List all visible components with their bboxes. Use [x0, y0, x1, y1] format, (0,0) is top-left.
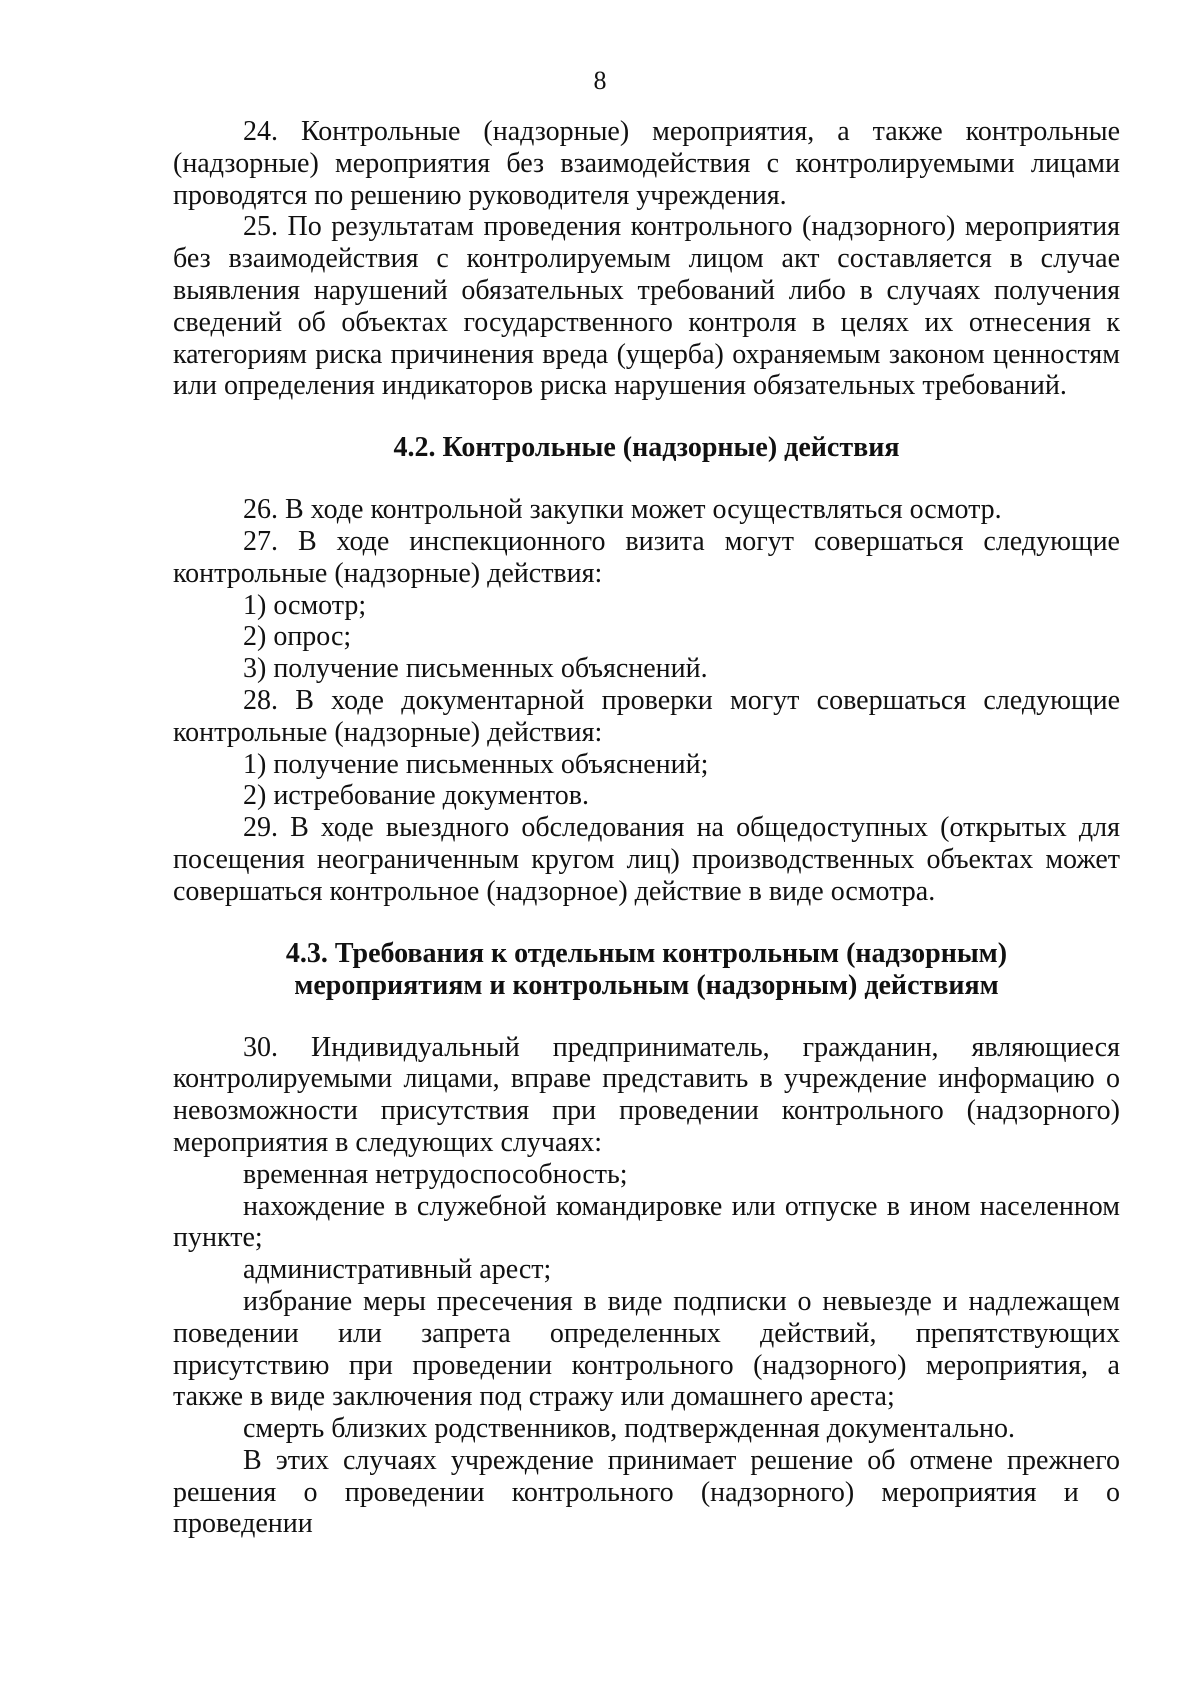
paragraph-27: 27. В ходе инспекционного визита могут совершаться следующие контрольные (надзорные) действия:: [173, 525, 1120, 589]
section-heading-4-3-line-2: мероприятиям и контрольным (надзорным) действиям: [294, 969, 999, 1001]
section-heading-4-2: 4.2. Контрольные (надзорные) действия: [393, 432, 900, 464]
paragraph-30: 30. Индивидуальный предприниматель, гражданин, являющиеся контролируемыми лицами, вправе представить в учреждение информацию о невозможности присутствия при проведении контрольного (надзорного) мероприятия в следующих случаях:: [173, 1031, 1120, 1158]
list-item-30-2: нахождение в служебной командировке или отпуске в ином населенном пункте;: [173, 1190, 1120, 1254]
document-body: [173, 116, 1120, 1540]
page-number: 8: [593, 66, 607, 95]
paragraph-28: 28. В ходе документарной проверки могут совершаться следующие контрольные (надзорные) действия:: [173, 684, 1120, 748]
list-item-30-3: административный арест;: [243, 1254, 552, 1286]
paragraph-30-tail: В этих случаях учреждение принимает решение об отмене прежнего решения о проведении контрольного (надзорного) мероприятия и о проведении: [173, 1444, 1120, 1540]
list-item-27-1: 1) осмотр;: [243, 589, 367, 621]
section-heading-4-3: [173, 938, 1120, 1002]
paragraph-24: 24. Контрольные (надзорные) мероприятия, а также контрольные (надзорные) мероприятия без взаимодействия с контролируемыми лицами проводятся по решению руководителя учреждения.: [173, 116, 1120, 211]
list-item-28-2: 2) истребование документов.: [243, 780, 589, 812]
paragraph-26: 26. В ходе контрольной закупки может осуществляться осмотр.: [243, 494, 1002, 526]
paragraph-25: 25. По результатам проведения контрольного (надзорного) мероприятия без взаимодействия с контролируемым лицом акт составляется в случае выявления нарушений обязательных требований либо в случаях получения сведений об объектах государственного контроля в целях их отнесения к категориям риска причинения вреда (ущерба) охраняемым законом ценностям или определения индикаторов риска нарушения обязательных требований.: [173, 211, 1120, 402]
section-heading-4-3-line-1: 4.3. Требования к отдельным контрольным (надзорным): [285, 937, 1008, 969]
list-item-30-5: смерть близких родственников, подтвержденная документально.: [243, 1413, 1015, 1445]
paragraph-29: 29. В ходе выездного обследования на общедоступных (открытых для посещения неограниченным кругом лиц) производственных объектах может совершаться контрольное (надзорное) действие в виде осмотра.: [173, 812, 1120, 907]
list-item-30-4: избрание меры пресечения в виде подписки о невыезде и надлежащем поведении или запрета определенных действий, препятствующих присутствию при проведении контрольного (надзорного) мероприятия, а также в виде заключения под стражу или домашнего ареста;: [173, 1285, 1120, 1413]
list-item-30-1: временная нетрудоспособность;: [243, 1158, 628, 1190]
list-item-27-2: 2) опрос;: [243, 621, 352, 653]
list-item-28-1: 1) получение письменных объяснений;: [243, 748, 709, 780]
list-item-27-3: 3) получение письменных объяснений.: [243, 653, 708, 685]
